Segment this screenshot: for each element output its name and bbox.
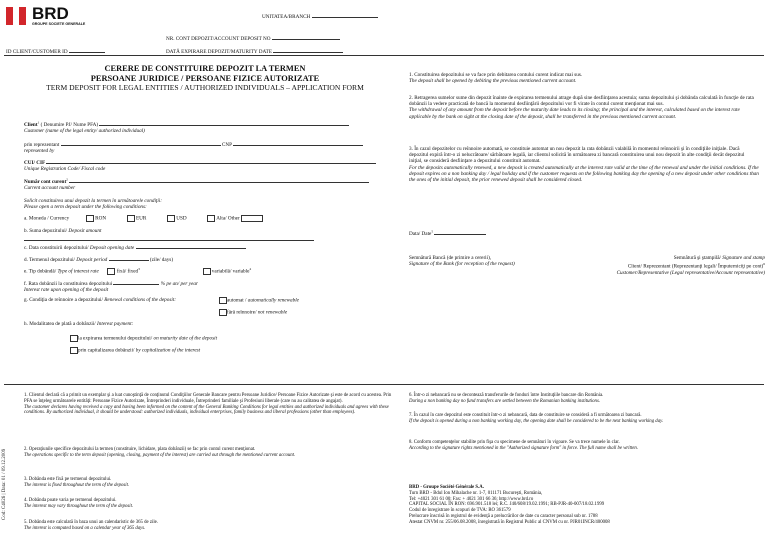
client-sig-ro: Semnătură şi ştampilă/ <box>673 255 721 261</box>
request-text <box>24 198 384 210</box>
currency-eur-checkbox[interactable] <box>127 215 135 222</box>
branch-field[interactable] <box>262 11 378 20</box>
client-en: Customer (name of the legal entity/ authorized individual) <box>24 128 145 135</box>
client-sig-en2: Customer/Representative (Legal representative/Account representative) <box>616 270 765 277</box>
currency-other-label: Alta/ Other <box>216 215 240 222</box>
currency-usd-checkbox[interactable] <box>167 215 175 222</box>
account-no-line <box>272 33 340 40</box>
cnp-label: CNP <box>221 142 232 148</box>
title-line2: PERSOANE JURIDICE / PERSOANE FIZICE AUTORIZATE <box>90 73 320 83</box>
footnote-7-en: If the deposit is opened during a non banking working day, the opening date shall be considered to be the next banking working day. <box>409 418 664 424</box>
rate-label: f. Rata dobânzii la constituirea depozitului <box>24 281 113 287</box>
expiry-label: DATĂ EXPIRARE DEPOZIT/MATURITY DATE <box>166 49 272 55</box>
rate-fixed-checkbox[interactable] <box>107 268 115 275</box>
note-2 <box>409 95 759 120</box>
rate-line <box>113 278 159 285</box>
renew-row <box>24 297 384 303</box>
footnote-6-en: During a non banking day no fund transfers are settled between the Romanian banking institutions. <box>409 398 601 404</box>
pay-maturity-label: la expirarea termenului depozitului/ <box>78 335 153 342</box>
account-sup: 2 <box>66 177 68 182</box>
period-days: (zile/ days) <box>149 257 174 263</box>
footnote-8 <box>409 440 759 452</box>
rate-var-sup: 4 <box>249 267 252 271</box>
footnote-7 <box>409 413 759 425</box>
currency-usd-label: USD <box>176 215 187 222</box>
date-field[interactable] <box>24 242 384 251</box>
renew-no-checkbox[interactable] <box>219 309 227 316</box>
bank-info-line: Codul de înregistrare în scopuri de TVA: RO 361579 <box>409 508 511 514</box>
note-3-ro: 3. În cazul depozitelor cu reînnoire automată, se constituie automat un nou depozit la rata dobânzii valabilă în momentul reînnoirii şi în condiţiile iniţiale. Dacă depozitul expiră într-o zi nelucrătoare/ sărbătoare legală, iar clientul solicită în următoarea zi bancară constituirea unui nou depozit în alte condiţii decât depozitul iniţial, se consideră desfiinţare a depozitului constituit automat. <box>409 146 745 165</box>
bank-info-line: BRD - Groupe Société Générale S.A. <box>409 485 484 490</box>
renew-no-option[interactable] <box>219 309 287 316</box>
rate-variable-checkbox[interactable] <box>203 268 211 275</box>
renew-auto-checkbox[interactable] <box>219 297 227 304</box>
cui-en: Unique Registration Code/ Fiscal code <box>24 166 106 173</box>
note-2-ro: 2. Retragerea sumelor sume din depozit înainte de expirarea termenului atrage după sine desfiinţarea acestuia; suma depozitului şi dobânda calculată în funcţie de rata dobânzii la vedere practicată de bancă la momentul desfiinţării depozitului vor fi virate în contul curent menţionat mai sus. <box>409 95 754 108</box>
currency-ron-checkbox[interactable] <box>86 215 94 222</box>
bank-info <box>409 485 759 526</box>
client-ro: ( Denumire PJ/ Nume PFA) <box>39 122 100 128</box>
renew-en: Renewal conditions of the deposit: <box>104 297 176 303</box>
footnote-1 <box>24 393 394 416</box>
currency-eur-label: EUR <box>135 215 147 222</box>
cui-label: CUI/ CIF <box>24 160 46 166</box>
account-en: Current account number <box>24 185 76 192</box>
period-label: d. Termenul depozitului/ <box>24 257 75 263</box>
pay-cap-label: prin capitalizarea dobânzii/ <box>78 347 135 354</box>
divider <box>4 55 764 56</box>
renew-label: g. Condiţia de reînnoire a depozitului/ <box>24 297 103 303</box>
logo-name: BRD <box>32 4 69 23</box>
note-3 <box>409 146 759 183</box>
client-field[interactable] <box>24 119 384 134</box>
title-line3: TERM DEPOSIT FOR LEGAL ENTITIES / AUTHORIZED INDIVIDUALS – APPLICATION FORM <box>46 83 364 93</box>
client-sig-sup: 6 <box>763 262 765 267</box>
client-sig-en1: Signature and stamp <box>722 255 765 261</box>
amount-en: Deposit amount <box>68 228 102 234</box>
rate-type-label: e. Tip dobândă/ <box>24 268 57 275</box>
expiry-line <box>273 46 343 53</box>
account-no-label: NR. CONT DEPOZIT/ACCOUNT DEPOSIT NO <box>166 36 271 42</box>
request-ro: Solicit constituirea unui depozit la termen în următoarele condiţii: <box>24 198 162 204</box>
footnote-2 <box>24 447 394 459</box>
client-sig-ro2: Client/ Reprezentant (Reprezentanţi legali/ Împuterniciţi pe cont) <box>627 263 764 270</box>
logo-mark-icon <box>6 7 26 25</box>
date-line <box>136 242 246 249</box>
sign-date-field[interactable] <box>409 216 486 237</box>
form-title <box>20 64 390 92</box>
rep-field[interactable] <box>24 139 384 154</box>
date-en: Deposit opening date <box>89 245 135 251</box>
branch-label: UNITATEA/BRANCH <box>262 14 311 20</box>
title-line1: CERERE DE CONSTITUIRE DEPOZIT LA TERMEN <box>104 64 306 73</box>
renew-auto-en: automatically renewable <box>247 297 299 304</box>
renew-no-en: not renewable <box>257 309 288 316</box>
request-en: Please open a term deposit under the following conditions: <box>24 204 147 211</box>
cui-field[interactable] <box>24 157 384 172</box>
footnote-2-en: The operations specific to the term deposit (opening, closing, payment of the interest) are carried out through the mentioned current account. <box>24 452 296 458</box>
footnote-3-ro: 3. Dobânda este fixă pe termenul depozitului. <box>24 477 112 482</box>
pay-en: Interest payment: <box>97 321 134 327</box>
footnote-4-ro: 4. Dobânda poate varia pe termenul depozitului. <box>24 498 117 503</box>
bank-sig-en: Signature of the Bank (for reception of the request) <box>409 261 515 268</box>
client-line <box>99 119 349 126</box>
period-en: Deposit period <box>76 257 108 263</box>
pay-label: h. Modalitatea de plată a dobânzii/ <box>24 321 96 327</box>
side-code: Cod: C4026 | Data: 01 / 09.12.2009 <box>2 448 7 520</box>
footnote-6-ro: 6. Într-o zi nebancară nu se decontează transferurile de fonduri între Instituţiile bancare din România. <box>409 393 604 398</box>
footnote-7-ro: 7. În cazul în care depozitul este constituit într-o zi nebancară, data de constituire se consideră a fi următoarea zi bancară. <box>409 413 642 418</box>
sign-date-line <box>434 228 486 235</box>
note-3-en: For the deposits automatically renewed, a new deposit is created automatically at the interest rate valid at the time of the renewal and under the initial conditions. If the deposit expires on a non banking day / legal holiday and if the customer requests on the following banking day the opening of a new deposit under other conditions than the ones of the initial deposit, the prior renewed deposit shall be considered closed. <box>409 164 759 184</box>
note-1 <box>409 72 759 84</box>
rate-fixed-label: fixă/ fixed <box>116 268 139 275</box>
pay-maturity-en: on maturity date of the deposit <box>153 335 218 342</box>
rate-field[interactable] <box>24 278 384 293</box>
account-line <box>69 176 369 183</box>
footnote-5-ro: 5. Dobânda este calculată în baza unui an calendaristic de 365 de zile. <box>24 520 158 525</box>
amount-label: b. Suma depozitului/ <box>24 228 68 234</box>
client-label: Client <box>24 122 38 128</box>
rate-en: Interest rate upon opening of the deposit <box>24 287 109 294</box>
bank-info-line: Atestat CNVM nr. 255/06.08.2008, înregistrată în Registrul Public al CNVM cu nr. PJR01INCR/400008 <box>409 519 610 525</box>
sign-date-sup: 5 <box>431 229 434 234</box>
rep-label: prin reprezentant <box>24 142 60 148</box>
cnp-line <box>233 139 363 146</box>
sign-date-label: Data/ Date <box>409 231 432 237</box>
footnote-1-ro: 1. Clientul declară că a primit un exemplar şi a luat cunoştinţă de conţinutul Condiţiilor Generale Bancare pentru Persoane Juridice/ Persoane Fizice Autorizate şi este de acord cu acestea. Prin PFA se înţeleg următoarele entităţi: Persoane Fizice Autorizate, Întreprinderi individuale, Întreprinderi familiale şi Profesiuni liberale (care nu au calitatea de angajat). <box>24 393 392 404</box>
bank-info-line: Tel: +4021 301 61 00; Fax: + 4021 301 66 36; http://www.brd.ro <box>409 496 534 502</box>
note-1-en: The deposit shall be opened by debiting the previous mentioned current account. <box>409 78 577 85</box>
client-id-field[interactable] <box>6 46 105 55</box>
rate-type-en: Type of interest rate <box>57 268 99 275</box>
footnote-1-en: The customer declares having received a copy and having been informed on the content of the General Banking Conditions for legal entities and authorized individuals and agrees with these conditions. By authorized individual, it should be understood: authorized individuals, individual enterprises, family business and liberal professions (other than employees). <box>24 404 389 416</box>
pay-row <box>24 321 384 327</box>
expiry-field[interactable] <box>166 46 343 55</box>
footnote-5-en: The interest is computed based on a calendar year of 365 days. <box>24 525 146 531</box>
footnote-5 <box>24 520 394 532</box>
currency-row <box>24 215 384 222</box>
pay-cap-option[interactable] <box>70 347 200 354</box>
client-id-label: ID CLIENT/CUSTOMER ID <box>6 49 68 55</box>
currency-other-code-input[interactable] <box>241 215 263 222</box>
footnote-4 <box>24 498 394 510</box>
bank-signature[interactable] <box>409 255 559 267</box>
cui-line <box>46 157 376 164</box>
date-label: c. Data constituirii depozitului/ <box>24 245 89 251</box>
footnote-6 <box>409 393 759 405</box>
footer-divider <box>4 384 764 385</box>
rate-unit: % pe an/ per year <box>160 281 198 287</box>
currency-ron-label: RON <box>95 215 107 222</box>
rate-fixed-sup: 3 <box>138 267 140 271</box>
branch-line <box>312 11 378 18</box>
period-field[interactable] <box>24 254 384 263</box>
pay-maturity-option[interactable] <box>70 335 217 342</box>
footnote-3-en: The interest is fixed throughout the term of the deposit. <box>24 482 130 488</box>
pay-maturity-checkbox[interactable] <box>70 335 78 342</box>
currency-other-checkbox[interactable] <box>207 215 215 222</box>
renew-no-label: fără reînnoire/ <box>227 309 257 316</box>
amount-line <box>24 234 314 241</box>
currency-label: a. Moneda / Currency <box>24 215 70 222</box>
footnote-8-ro: 8. Conform competenţelor stabilite prin fişa cu specimene de semnături în vigoare. Se va trece numele în clar. <box>409 440 620 445</box>
account-field[interactable] <box>24 176 384 191</box>
rate-variable-label: variabilă/ variable <box>211 268 250 275</box>
bank-info-line: Turn BRD - Bdul Ion Mihalache nr. 1-7, 011171 Bucureşti, România, <box>409 490 543 496</box>
footnote-4-en: The interest may vary throughout the term of the deposit. <box>24 503 134 509</box>
client-id-line <box>69 46 105 53</box>
brd-logo <box>6 6 116 28</box>
logo-tagline: GROUPE SOCIETE GENERALE <box>32 22 86 26</box>
account-no-field[interactable] <box>166 33 340 42</box>
note-1-ro: 1. Constituirea depozitului se va face prin debitarea contului curent indicat mai sus. <box>409 72 583 78</box>
footnote-8-en: According to the signature rights mentioned in the "Authorized signature form" in force. The full name shall be written. <box>409 445 639 451</box>
bank-info-line: Prelucrare înscrisă în registrul de evidenţă a prelucrărilor de date cu caracter personal sub nr. 1788 <box>409 513 598 519</box>
rep-en: represented by <box>24 148 55 155</box>
period-line <box>109 254 149 261</box>
rep-line <box>61 139 221 146</box>
bank-sig-ro: Semnătură Bancă (de primire a cererii), <box>409 255 492 261</box>
footnote-2-ro: 2. Operaţiunile specifice depozitului la termen (constituire, lichidare, plata dobânzii) se fac prin contul curent menţionat. <box>24 447 256 452</box>
client-sup: 1 <box>37 120 40 125</box>
pay-cap-checkbox[interactable] <box>70 347 78 354</box>
pay-cap-en: by capitalization of the interest <box>135 347 201 354</box>
bank-info-line: CAPITAL SOCIAL ÎN RON: 696.901.518 lei; R.C. J40/608/19.02.1991; RB-PJR-40-007/18.02.1999 <box>409 502 605 508</box>
rate-type-row <box>24 266 384 275</box>
note-2-en: The withdrawal of any amount from the deposit before the maturity date leads to its closing; the principal and the interest, calculated based on the interest rate applicable by the bank on sight at the closing date of the deposit, shall be transferred in the previous mentioned current account. <box>409 107 740 120</box>
client-signature[interactable] <box>555 255 765 276</box>
footnote-3 <box>24 477 394 489</box>
renew-auto-label: automat / <box>227 297 247 304</box>
account-label: Număr cont curent <box>24 179 67 185</box>
renew-auto-option[interactable] <box>219 297 299 304</box>
